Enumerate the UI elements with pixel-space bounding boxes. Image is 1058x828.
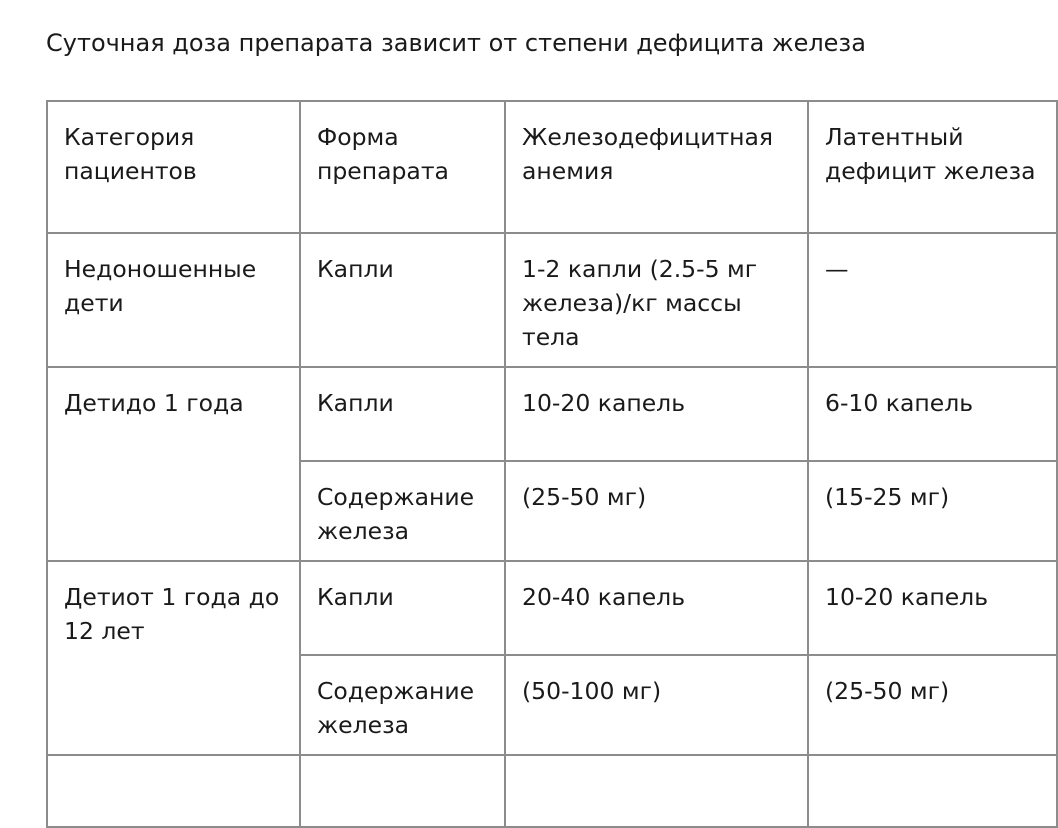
table-cell xyxy=(808,755,1057,827)
cell-anemia: 20-40 капель xyxy=(522,583,686,611)
cell-latent: 10-20 капель xyxy=(825,583,989,611)
cell-latent: (25-50 мг) xyxy=(825,677,950,705)
header-anemia: Железодефицитная анемия xyxy=(522,123,774,185)
table-cell xyxy=(505,755,808,827)
dosage-table xyxy=(46,100,1058,828)
table-cell xyxy=(47,755,300,827)
dosage-table-container[interactable] xyxy=(46,100,1036,739)
cell-latent: (15-25 мг) xyxy=(825,483,950,511)
table-cell xyxy=(808,655,1057,755)
table-header-row xyxy=(47,101,1057,233)
cell-anemia: 10-20 капель xyxy=(522,389,686,417)
table-row xyxy=(47,755,1057,827)
table-cell xyxy=(808,233,1057,367)
table-cell xyxy=(505,561,808,655)
cell-category: Недоношенные дети xyxy=(64,255,257,317)
cell-form: Капли xyxy=(317,583,394,611)
cell-form: Капли xyxy=(317,255,394,283)
table-cell xyxy=(47,367,300,561)
table-cell xyxy=(300,233,505,367)
table-cell xyxy=(47,561,300,755)
cell-latent: — xyxy=(825,255,849,283)
header-cell xyxy=(808,101,1057,233)
header-cell xyxy=(300,101,505,233)
table-cell xyxy=(300,367,505,461)
cell-anemia: 1-2 капли (2.5-5 мг железа)/кг массы тела xyxy=(522,255,758,351)
header-category: Категория пациентов xyxy=(64,123,197,185)
cell-category: Детиот 1 года до 12 лет xyxy=(64,583,280,645)
header-cell xyxy=(47,101,300,233)
table-row xyxy=(47,561,1057,655)
cell-form: Содержание железа xyxy=(317,483,475,545)
table-cell xyxy=(505,367,808,461)
cell-latent: 6-10 капель xyxy=(825,389,974,417)
cell-anemia: (25-50 мг) xyxy=(522,483,647,511)
cell-form: Содержание железа xyxy=(317,677,475,739)
table-cell xyxy=(300,655,505,755)
table-cell xyxy=(505,461,808,561)
table-row xyxy=(47,367,1057,461)
header-cell xyxy=(505,101,808,233)
header-form: Форма препарата xyxy=(317,123,449,185)
table-cell xyxy=(808,561,1057,655)
table-cell xyxy=(808,461,1057,561)
table-cell xyxy=(505,655,808,755)
cell-anemia: (50-100 мг) xyxy=(522,677,662,705)
cell-category: Детидо 1 года xyxy=(64,389,244,417)
page-title: Суточная доза препарата зависит от степени дефицита железа xyxy=(46,29,866,57)
table-cell xyxy=(47,233,300,367)
table-cell xyxy=(300,755,505,827)
header-latent: Латентный дефицит железа xyxy=(825,123,1036,185)
table-cell xyxy=(505,233,808,367)
table-cell xyxy=(300,461,505,561)
table-cell xyxy=(300,561,505,655)
table-row xyxy=(47,233,1057,367)
cell-form: Капли xyxy=(317,389,394,417)
table-cell xyxy=(808,367,1057,461)
